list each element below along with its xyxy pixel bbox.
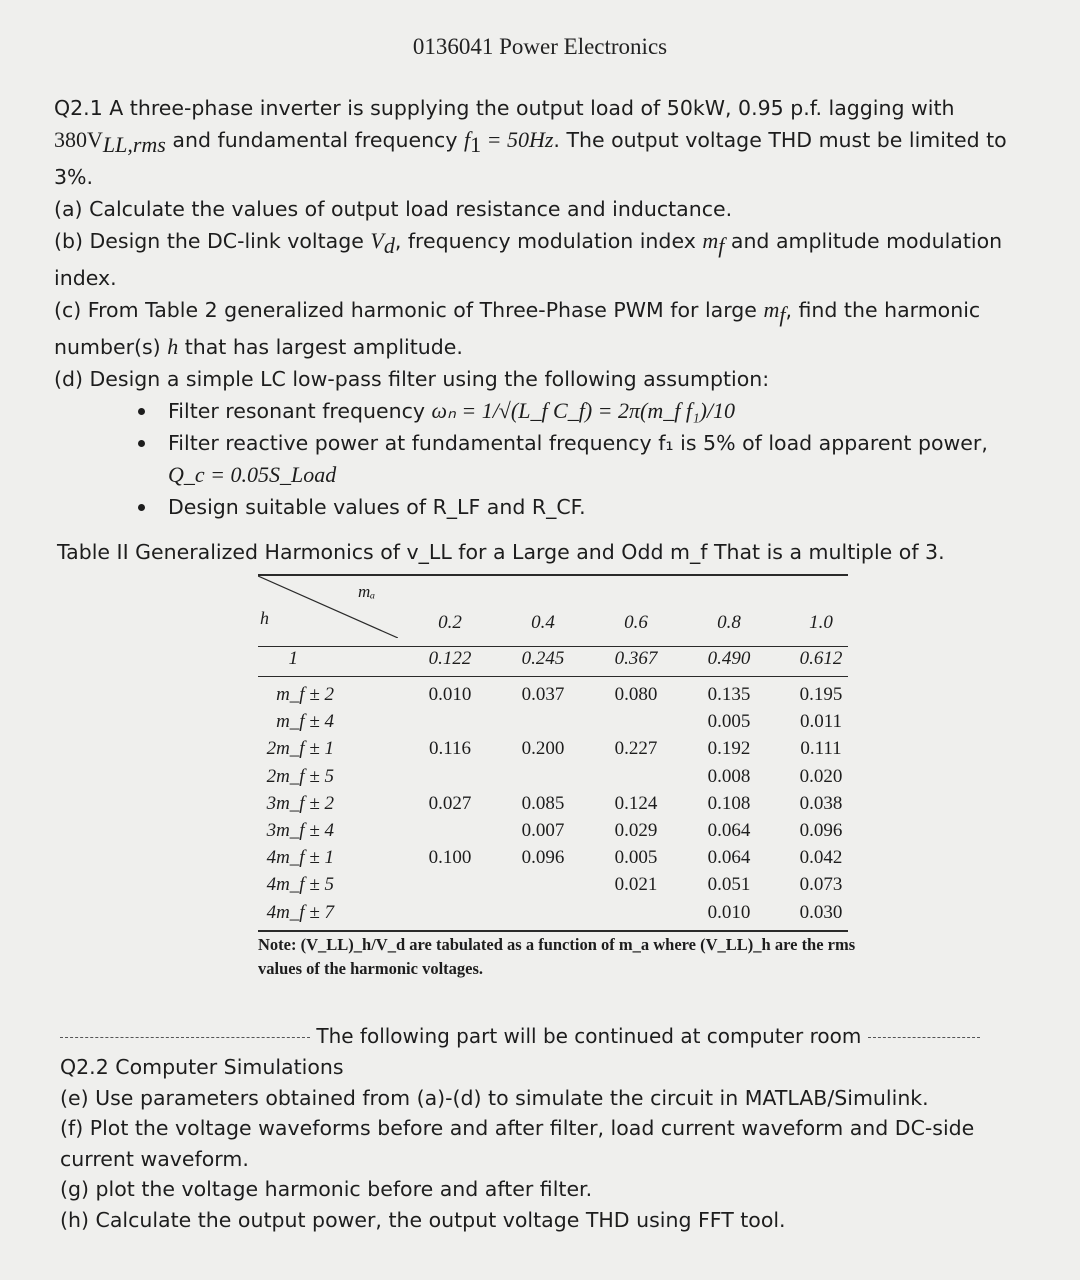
ma-value: 0.8	[717, 612, 741, 633]
continuation-separator: The following part will be continued at computer room	[60, 1024, 1000, 1048]
table-cell: 0.192	[707, 738, 751, 760]
ma-value: 0.6	[624, 612, 648, 633]
harmonic-order: 3m_f ± 4	[266, 820, 334, 841]
q21-intro: Q2.1 A three-phase inverter is supplying the output load of 50kW, 0.95 p.f. lagging with $380V_{LL,rms}$ and fundamental frequency $f_1 = 50Hz$. The output voltage THD must be limited to 3%.	[54, 96, 1007, 190]
assumption-damping-resistors: Design suitable values of R_LF and R_CF.	[54, 491, 1054, 523]
dashed-rule	[60, 1037, 310, 1038]
table-row	[258, 738, 848, 765]
course-title: 0136041 Power Electronics	[412, 34, 668, 59]
harmonic-order: 2m_f ± 1	[266, 738, 334, 760]
table-row	[258, 711, 848, 738]
q22-part-h: (h) Calculate the output power, the output voltage THD using FFT tool.	[60, 1207, 786, 1232]
header-diagonal-line	[258, 576, 398, 638]
table-cell: 0.073	[799, 874, 843, 896]
table-caption: Table II Generalized Harmonics of v_LL for a Large and Odd m_f That is a multiple of 3.	[57, 540, 945, 564]
bullet-icon	[138, 440, 145, 447]
table-cell: 0.064	[707, 847, 751, 869]
table-cell: 0.005	[707, 711, 751, 733]
table-cell: 0.612	[799, 648, 843, 669]
table-note: Note: (V_LL)_h/V_d are tabulated as a function of m_a where (V_LL)_h are the rms values of the harmonic voltages.	[258, 935, 856, 978]
q21-part-b: (b) Design the DC-link voltage $V_d$, frequency modulation index $m_f$ and amplitude modulation index.	[54, 228, 1003, 291]
table-cell: 0.042	[799, 847, 843, 869]
table-cell: 0.367	[614, 648, 658, 669]
table-row	[258, 820, 848, 847]
q22-part-f: (f) Plot the voltage waveforms before and after filter, load current waveform and DC-side current waveform.	[60, 1116, 975, 1171]
table-cell: 0.245	[521, 648, 565, 669]
table-header	[258, 576, 848, 638]
table-cell: 0.008	[707, 765, 751, 787]
q21-part-d: (d) Design a simple LC low-pass filter using the following assumption:	[54, 367, 770, 392]
table-cell: 0.227	[614, 738, 658, 760]
table-row	[258, 902, 848, 929]
q22-part-g: (g) plot the voltage harmonic before and after filter.	[60, 1177, 593, 1201]
table-cell: 0.011	[799, 711, 843, 733]
harmonic-order: 4m_f ± 1	[266, 847, 334, 869]
ma-value: 0.2	[438, 612, 462, 633]
table-cell: 0.010	[707, 901, 751, 923]
table-cell: 0.005	[614, 847, 658, 869]
note-divider	[258, 930, 848, 932]
table-row	[258, 793, 848, 820]
table-row	[258, 766, 848, 793]
q21-part-a: (a) Calculate the values of output load resistance and inductance.	[54, 197, 733, 222]
harmonic-order: m_f ± 4	[276, 711, 334, 733]
harmonic-order: 2m_f ± 5	[266, 765, 334, 787]
table-cell: 0.200	[521, 738, 565, 760]
table-cell: 0.021	[614, 874, 658, 896]
table-cell: 0.007	[521, 820, 565, 841]
table-cell: 0.029	[614, 820, 658, 841]
table-cell: 0.038	[799, 792, 843, 814]
table-cell: 0.027	[428, 792, 472, 814]
question-2-2	[60, 1052, 1040, 1235]
harmonic-order: 4m_f ± 7	[266, 901, 334, 923]
table-cell: 0.080	[614, 684, 658, 705]
table-cell: 0.030	[799, 901, 843, 923]
ma-value: 0.4	[531, 612, 555, 633]
harmonic-order: 4m_f ± 5	[266, 874, 334, 896]
table-cell: 0.051	[707, 874, 751, 896]
harmonics-table	[258, 574, 848, 923]
q22-part-e: (e) Use parameters obtained from (a)-(d) to simulate the circuit in MATLAB/Simulink.	[60, 1085, 929, 1110]
table-row	[258, 874, 848, 901]
q22-title: Q2.2 Computer Simulations	[60, 1055, 344, 1079]
table-cell: 0.116	[428, 738, 472, 760]
table-divider	[258, 676, 848, 677]
filter-assumptions-list	[54, 395, 1054, 523]
table-cell: 0.064	[707, 820, 751, 841]
fundamental-row	[258, 646, 848, 675]
table-cell: 0.096	[521, 847, 565, 869]
table-cell: 0.085	[521, 792, 565, 814]
table-row	[258, 847, 848, 874]
harmonic-order: 3m_f ± 2	[266, 792, 334, 814]
table-cell: 0.111	[800, 738, 842, 760]
table-row	[258, 684, 848, 711]
dashed-rule	[868, 1037, 980, 1038]
assumption-reactive-power: Filter reactive power at fundamental frequency f₁ is 5% of load apparent power, Q_c = 0.05S_Load	[54, 427, 1054, 491]
table-cell: 0.096	[799, 820, 843, 841]
question-2-1	[54, 92, 1054, 523]
table-cell: 0.124	[614, 792, 658, 814]
table-cell: 0.020	[799, 765, 843, 787]
bullet-icon	[138, 504, 145, 511]
table-cell: 0.100	[428, 847, 472, 869]
table-cell: 0.010	[428, 684, 472, 705]
table-cell: 0.490	[707, 648, 751, 669]
ma-value: 1.0	[809, 612, 833, 633]
bullet-icon	[138, 408, 145, 415]
table-cell: 0.108	[707, 792, 751, 814]
table-cell: 0.195	[799, 684, 843, 705]
q21-part-c: (c) From Table 2 generalized harmonic of Three-Phase PWM for large $m_f$, find the harmonic number(s) h that has largest amplitude.	[54, 297, 981, 360]
h-axis-label: h	[260, 608, 269, 628]
table-cell: 0.135	[707, 684, 751, 705]
harmonic-order: 1	[288, 648, 298, 669]
harmonic-order: m_f ± 2	[276, 684, 334, 705]
table-cell: 0.122	[428, 648, 472, 669]
assumption-resonant-frequency: Filter resonant frequency ωₙ = 1/√(L_f C_f) = 2π(m_f f₁)/10	[54, 395, 1054, 427]
table-cell: 0.037	[521, 684, 565, 705]
ma-axis-label: mₐ	[358, 582, 376, 601]
